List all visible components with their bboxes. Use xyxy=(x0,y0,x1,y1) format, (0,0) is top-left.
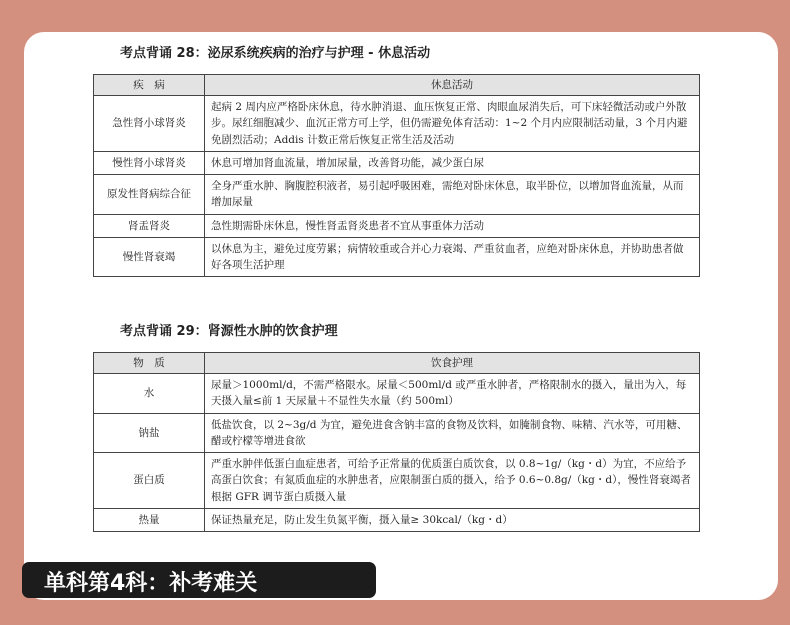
disease-name: 急性肾小球肾炎 xyxy=(94,96,205,152)
column-header-rest-activity: 休息活动 xyxy=(205,75,700,96)
disease-name: 肾盂肾炎 xyxy=(94,214,205,237)
diet-care-text: 低盐饮食，以 2~3g/d 为宜，避免进食含钠丰富的食物及饮料，如腌制食物、味精、汽水等，可用糖、醋或柠檬等增进食欲 xyxy=(205,413,700,453)
table-row xyxy=(94,237,700,277)
substance-name: 蛋白质 xyxy=(94,453,205,509)
diet-care-text: 尿量＞1000ml/d，不需严格限水。尿量＜500ml/d 或严重水肿者，严格限制水的摄入，量出为入，每天摄入量≤前 1 天尿量＋不显性失水量（约 500ml） xyxy=(205,374,700,414)
table-row xyxy=(94,151,700,174)
column-header-disease: 疾 病 xyxy=(94,75,205,96)
disease-name: 慢性肾小球肾炎 xyxy=(94,151,205,174)
diet-care-text: 保证热量充足，防止发生负氮平衡，摄入量≥ 30kcal/（kg・d） xyxy=(205,508,700,531)
table-header-row xyxy=(94,353,700,374)
rest-activity-table xyxy=(93,74,700,277)
substance-name: 钠盐 xyxy=(94,413,205,453)
substance-name: 水 xyxy=(94,374,205,414)
rest-activity-text: 急性期需卧床休息，慢性肾盂肾炎患者不宜从事重体力活动 xyxy=(205,214,700,237)
document-card xyxy=(24,32,778,600)
rest-activity-text: 起病 2 周内应严格卧床休息，待水肿消退、血压恢复正常、肉眼血尿消失后，可下床轻微活动或户外散步。尿红细胞减少、血沉正常方可上学，但仍需避免体育活动：1~2 个月内应限制活动量，3 个月内避免剧烈活动；Addis 计数正常后恢复正常生活及活动 xyxy=(205,96,700,152)
table-row xyxy=(94,96,700,152)
table-row xyxy=(94,453,700,509)
section-title-rest-activity: 考点背诵 28：泌尿系统疾病的治疗与护理 - 休息活动 xyxy=(120,46,431,61)
column-header-diet-care: 饮食护理 xyxy=(205,353,700,374)
substance-name: 热量 xyxy=(94,508,205,531)
rest-activity-text: 休息可增加肾血流量，增加尿量，改善肾功能，减少蛋白尿 xyxy=(205,151,700,174)
banner-text: 单科第4科：补考难关 xyxy=(44,571,258,596)
diet-care-table xyxy=(93,352,700,532)
rest-activity-text: 全身严重水肿、胸腹腔积液者，易引起呼吸困难，需绝对卧床休息，取半卧位，以增加肾血流量，从而增加尿量 xyxy=(205,175,700,215)
table-row xyxy=(94,175,700,215)
table-row xyxy=(94,214,700,237)
diet-care-text: 严重水肿伴低蛋白血症患者，可给予正常量的优质蛋白质饮食，以 0.8~1g/（kg・d）为宜，不应给予高蛋白饮食；有氮质血症的水肿患者，应限制蛋白质的摄入，给予 0.6~0.8g/（kg・d），慢性肾衰竭者根据 GFR 调节蛋白质摄入量 xyxy=(205,453,700,509)
rest-activity-text: 以休息为主，避免过度劳累；病情较重或合并心力衰竭、严重贫血者，应绝对卧床休息，并协助患者做好各项生活护理 xyxy=(205,237,700,277)
table-row xyxy=(94,413,700,453)
table-header-row xyxy=(94,75,700,96)
disease-name: 慢性肾衰竭 xyxy=(94,237,205,277)
column-header-substance: 物 质 xyxy=(94,353,205,374)
disease-name: 原发性肾病综合征 xyxy=(94,175,205,215)
section-title-diet-care: 考点背诵 29：肾源性水肿的饮食护理 xyxy=(120,324,338,339)
table-row xyxy=(94,374,700,414)
table-row xyxy=(94,508,700,531)
subject-banner xyxy=(22,562,376,598)
